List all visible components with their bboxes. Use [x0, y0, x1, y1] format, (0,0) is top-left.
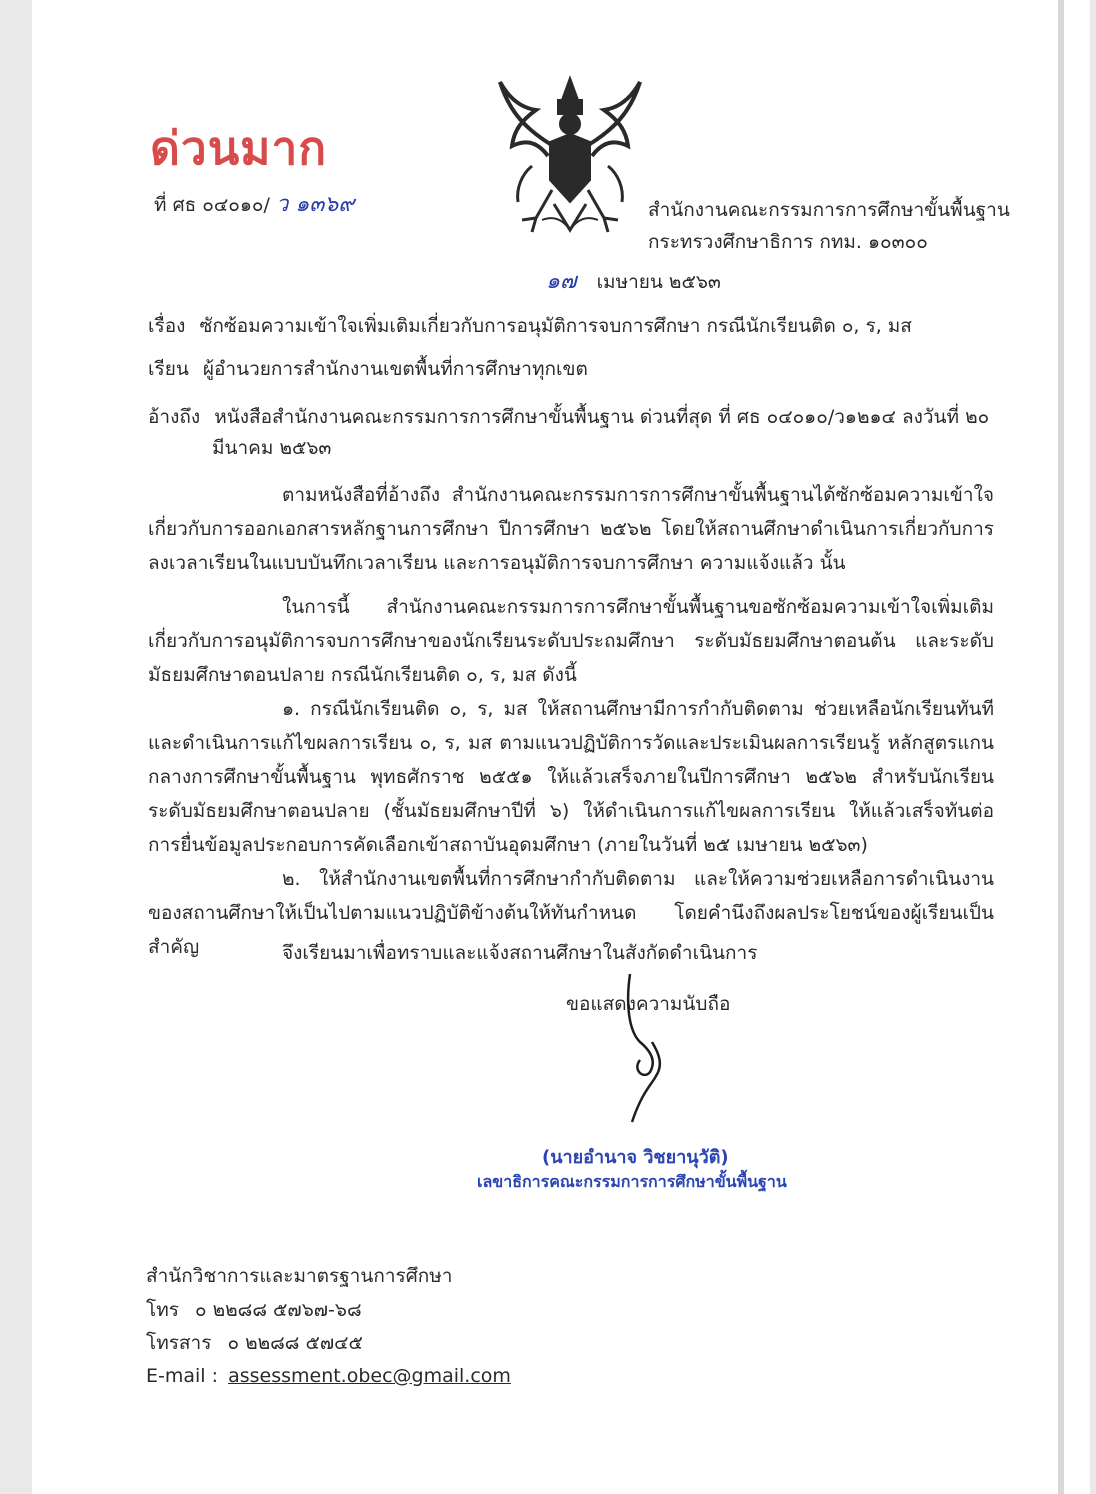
reference-number: [154, 193, 354, 217]
footer-office: สำนักวิชาการและมาตรฐานการศึกษา: [146, 1265, 453, 1287]
page-edge-shadow: [1058, 0, 1064, 1494]
reference-doc-label: อ้างถึง: [148, 406, 201, 428]
reference-line-2: มีนาคม ๒๕๖๓: [212, 437, 332, 459]
org-name: สำนักงานคณะกรรมการการศึกษาขั้นพื้นฐาน: [648, 199, 1010, 221]
email-label: E-mail :: [146, 1365, 219, 1387]
date-day-handwritten: ๑๗: [546, 269, 577, 294]
footer-email: [146, 1364, 511, 1388]
subject-line: [148, 314, 912, 338]
regards-text: ขอแสดงความนับถือ: [566, 993, 731, 1015]
footer-phone: [146, 1298, 362, 1322]
closing-line: จึงเรียนมาเพื่อทราบและแจ้งสถานศึกษาในสังกัดดำเนินการ: [282, 942, 758, 964]
body-paragraph-1: ตามหนังสือที่อ้างถึง สำนักงานคณะกรรมการการศึกษาขั้นพื้นฐานได้ซักซ้อมความเข้าใจเกี่ยวกับการออกเอกสารหลักฐานการศึกษา ปีการศึกษา ๒๕๖๒ โดยให้สถานศึกษาดำเนินการเกี่ยวกับการลงเวลาเรียนในแบบบันทึกเวลาเรียน และการอนุมัติการจบการศึกษา ความแจ้งแล้ว นั้น: [148, 484, 994, 574]
fax-label: โทรสาร: [146, 1332, 212, 1354]
subject-text: ซักซ้อมความเข้าใจเพิ่มเติมเกี่ยวกับการอนุมัติการจบการศึกษา กรณีนักเรียนติด ๐, ร, มส: [199, 315, 912, 337]
reference-handwritten: ว ๑๓๖๙: [275, 192, 355, 217]
body-item-1: ๑. กรณีนักเรียนติด ๐, ร, มส ให้สถานศึกษามีการกำกับติดตาม ช่วยเหลือนักเรียนทันที และดำเนินการแก้ไขผลการเรียน ๐, ร, มส ตามแนวปฏิบัติการวัดและประเมินผลการเรียนรู้ หลักสูตรแกนกลางการศึกษาขั้นพื้นฐาน พุทธศักราช ๒๕๕๑ ให้แล้วเสร็จภายในปีการศึกษา ๒๕๖๒ สำหรับนักเรียนระดับมัธยมศึกษาตอนปลาย (ชั้นมัธยมศึกษาปีที่ ๖) ให้ดำเนินการแก้ไขผลการเรียน ให้แล้วเสร็จทันต่อการยื่นข้อมูลประกอบการคัดเลือกเข้าสถาบันอุดมศึกษา (ภายในวันที่ ๒๕ เมษายน ๒๕๖๓): [148, 698, 994, 856]
letter-page: [32, 0, 1090, 1494]
footer-fax: [146, 1331, 363, 1355]
phone-label: โทร: [146, 1299, 179, 1321]
email-link[interactable]: assessment.obec@gmail.com: [228, 1365, 511, 1387]
org-address: กระทรวงศึกษาธิการ กทม. ๑๐๓๐๐: [648, 231, 928, 253]
signatory-name: (นายอำนาจ วิชยานุวัติ): [542, 1147, 729, 1168]
recipient-label: เรียน: [148, 358, 189, 380]
reference-line: [148, 405, 989, 429]
letter-date: [546, 270, 721, 294]
reference-label: ที่ ศธ ๐๔๐๑๐/: [154, 194, 270, 216]
handwritten-signature-icon: [612, 972, 692, 1128]
phone-number: ๐ ๒๒๘๘ ๕๗๖๗-๖๘: [194, 1299, 362, 1321]
recipient-text: ผู้อำนวยการสำนักงานเขตพื้นที่การศึกษาทุกเขต: [202, 358, 588, 380]
reference-doc-text: หนังสือสำนักงานคณะกรรมการการศึกษาขั้นพื้นฐาน ด่วนที่สุด ที่ ศธ ๐๔๐๑๐/ว๑๒๑๔ ลงวันที่ ๒๐: [214, 406, 990, 428]
fax-number: ๐ ๒๒๘๘ ๕๗๔๕: [227, 1332, 363, 1354]
urgency-stamp: ด่วนมาก: [150, 121, 328, 175]
body-item-2: ๒. ให้สำนักงานเขตพื้นที่การศึกษากำกับติดตาม และให้ความช่วยเหลือการดำเนินงานของสถานศึกษาให้เป็นไปตามแนวปฏิบัติข้างต้นให้ทันกำหนด โดยคำนึงถึงผลประโยชน์ของผู้เรียนเป็นสำคัญ: [148, 868, 994, 958]
date-month-year: เมษายน ๒๕๖๓: [596, 271, 721, 293]
recipient-line: [148, 357, 588, 381]
garuda-emblem-icon: [492, 70, 648, 242]
signatory-title: เลขาธิการคณะกรรมการการศึกษาขั้นพื้นฐาน: [477, 1172, 787, 1191]
body-paragraph-2: ในการนี้ สำนักงานคณะกรรมการการศึกษาขั้นพื้นฐานขอซักซ้อมความเข้าใจเพิ่มเติมเกี่ยวกับการอนุมัติการจบการศึกษาของนักเรียนระดับประถมศึกษา ระดับมัธยมศึกษาตอนต้น และระดับมัธยมศึกษาตอนปลาย กรณีนักเรียนติด ๐, ร, มส ดังนี้: [148, 596, 994, 686]
subject-label: เรื่อง: [148, 315, 186, 337]
